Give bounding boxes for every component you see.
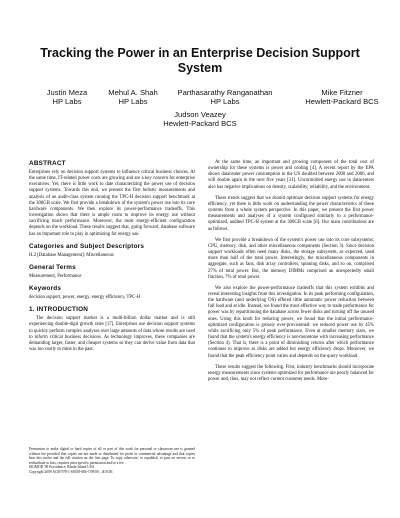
author-affiliation: HP Labs	[210, 97, 240, 106]
author-2	[88, 88, 178, 106]
body-paragraph-1: At the same time, an important and growing component of the total cost of ownership for these systems is power and cooling [4]. A recent report by the EPA shows datacenter power consumption in the US doubled between 2000 and 2006, and will double again in the next five years [31]. Uncontrolled energy use in datacenters also has negative implications on density, scalability, reliability, and the environment.	[208, 160, 374, 190]
conference-line: SIGMOD '09 Providence, Rhode Island USA	[29, 465, 95, 470]
author-3	[170, 88, 280, 106]
author-affiliation: HP Labs	[118, 97, 148, 106]
author-affiliation: Hewlett-Packard BCS	[305, 97, 379, 106]
author-5	[140, 110, 260, 128]
left-column	[29, 160, 195, 358]
permission-text: Permission to make digital or hard copies of all or part of this work for personal or classroom use is granted without fee provided that copies are not made or distributed for profit or commercial advantage and that copies bear this notice and the full citation on the first page. To copy otherwise, to republish, to post on servers or to redistribute to lists, requires prior specific permission and/or a fee.	[29, 447, 195, 465]
body-paragraph-2: These trends suggest that we should optimize decision support systems for energy efficiency, yet there is little work on understanding the power characteristics of these systems from a whole system perspective. In this paper, we present the first power measurements and analyses of a system configured similarly to a performance-optimized, audited TPC-H system at the 300GB scale [6]. Our main contributions are as follows.	[208, 195, 374, 232]
copyright-footnote	[29, 447, 195, 475]
author-4	[292, 88, 392, 106]
introduction-paragraph: The decision support market is a multi-billion dollar market and is still experiencing double-digit growth rates [17]. Enterprises use decision support systems to quickly perform complex analyses over large amounts of data whose results are used to inform critical business decisions. As technology improves, these companies are demanding larger, faster, and cheaper systems so they can derive value from data that was too costly to mine in the past.	[29, 316, 195, 352]
author-name: Justin Meza	[46, 88, 88, 97]
body-paragraph-5: These results suggest the following. First, industry benchmarks should incorporate energy measurements since systems optimized for performance are poorly balanced for power and, thus, may not reflect current customer needs. More-	[208, 364, 374, 382]
paper-title: Tracking the Power in an Enterprise Decision Support System	[40, 46, 360, 75]
general-terms-heading: General Terms	[29, 263, 76, 271]
author-affiliation: HP Labs	[52, 97, 82, 106]
keywords-text: decision support, power, energy, energy efficiency, TPC-H	[29, 295, 141, 301]
body-paragraph-4: We also explore the power-performance tradeoffs that this system exhibits and reveal interesting insights from this investigation. In its peak performing configuration, the hardware (and underlying OS) offered little automatic power reduction between full load and at idle. Instead, we found the most effective way to trade performance for power was by repartitioning the database across fewer disks and turning off the unused ones. Using this knob for reducing power, we found that the initial performance-optimized configuration is grossly over-provisioned: we reduced power use by 45% while sacrificing only 5% of peak performance. Even at smaller memory sizes, we found that the system's energy efficiency is not-monotone with increasing performance (Section 4). That is, there is a point of diminishing returns after which performance continues to improve as disks are added but energy efficiency drops. Moreover, we found that the peak efficiency point varies and depends on the query workload.	[208, 285, 374, 359]
author-name: Judson Veazey	[174, 110, 226, 119]
keywords-heading: Keywords	[29, 285, 62, 293]
categories-text: H.2 [Database Management]: Miscellaneous	[29, 252, 114, 258]
author-name: Mehul A. Shah	[108, 88, 158, 97]
copyright-line: Copyright 2009 ACM 978-1-60558-684-7/09/06 ...$10.00.	[29, 470, 114, 475]
right-column	[208, 160, 374, 388]
body-paragraph-3: We first provide a breakdown of the system's power use into its core subsystems: CPU, memory, disk, and other miscellaneous components (Section 3). Since decision support workloads often need many disks, the storage subsystem, as expected, used more than half of the total power. Interestingly, the miscellaneous components in aggregate, such as fans, disk array controllers, spinning disks, and so on, comprised 27% of total power. But, the memory DIMMs comprised an unexpectedly small fraction, 7% of total power.	[208, 237, 374, 280]
categories-heading: Categories and Subject Descriptors	[29, 242, 145, 250]
author-name: Parthasarathy Ranganathan	[177, 88, 273, 97]
author-name: Mike Fitzner	[321, 88, 363, 97]
abstract-text: Enterprises rely on decision support systems to influence critical business choices. At the same time, IT-related power costs are growing and are a key concern for enterprise executives. Yet, there is little work to date characterizing the power use of decision support systems. Towards this end, we present the first holistic measurements and analysis of an audit-class system running the TPC-H decision support benchmark at the 300GB scale. We first provide a breakdown of the system's power use into its core hardware components. We then explore its power-performance tradeoffs. This investigation shows that there is ample room to improve its energy use without sacrificing much performance. Moreover, the most energy-efficient configuration depends on the workload. These results suggest that, going forward, database software has an important role to play in optimizing for energy use.	[29, 170, 195, 237]
abstract-heading: ABSTRACT	[29, 160, 66, 167]
introduction-heading: 1. INTRODUCTION	[29, 306, 89, 314]
general-terms-text: Measurement, Performance	[29, 273, 82, 279]
author-affiliation: Hewlett-Packard BCS	[163, 119, 237, 128]
author-block	[0, 88, 400, 148]
